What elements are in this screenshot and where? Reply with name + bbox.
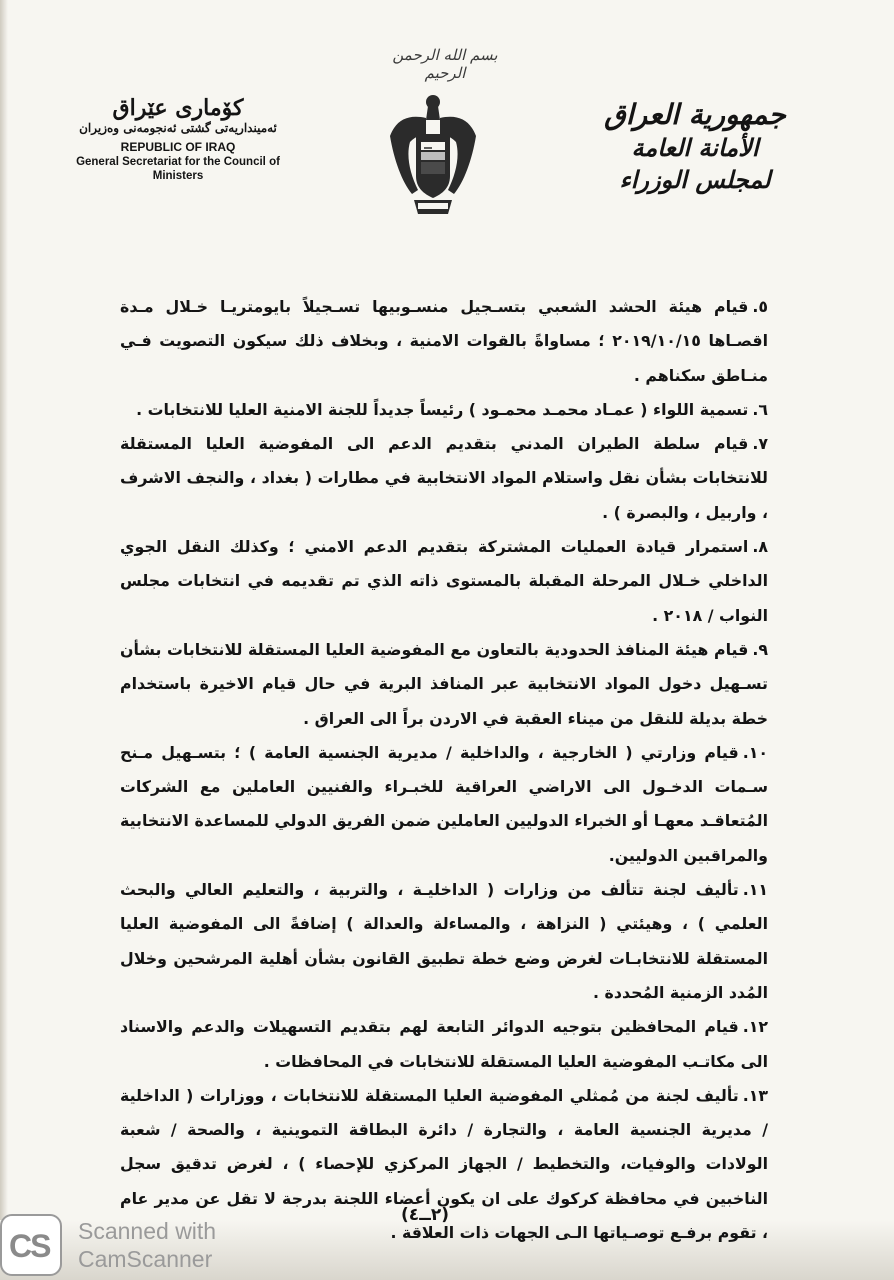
list-item	[120, 530, 768, 633]
item-text: قيام المحافظين بتوجيه الدوائر التابعة لهم بتقديم التسهيلات والدعم والاسناد الى مكاتـب المفوضية العليا المستقلة للانتخابات في المحافظات .	[120, 1017, 768, 1071]
english-subtitle: General Secretariat for the Council of Ministers	[76, 156, 280, 182]
item-number: ٥.	[752, 297, 768, 316]
item-text: استمرار قيادة العمليات المشتركة بتقديم الدعم الامني ؛ وكذلك النقل الجوي الداخلي خـلال المرحلة المقبلة بالمستوى ذاته الذي تم تقديمه في انتخابات مجلس النواب / ٢٠١٨ .	[120, 537, 768, 625]
item-number: ١٠.	[742, 742, 768, 762]
item-number: ١٢.	[742, 1017, 768, 1037]
item-text: قيام هيئة المنافذ الحدودية بالتعاون مع المفوضية العليا المستقلة للانتخابات بشأن تسـهيل دخول المواد الانتخابية عبر المنافذ البرية في حال قيام الاخيرة باستخدام خطة بديلة للنقل من ميناء العقبة في الاردن براً الى العراق .	[120, 639, 768, 728]
list-item	[120, 1010, 768, 1079]
item-text: تأليف لجنة من مُمثلي المفوضية العليا المستقلة للانتخابات ، ووزارات ( الداخلية / مديرية الجنسية العامة ، والتجارة / دائرة البطاقة التموينية ، والصحة / شعبة الولادات والوفيات، والتخطيط / الجهاز المركزي للإحصاء ) ، لغرض تدقيق سجل الناخبين في محافظة كركوك على ان يكون أعضاء اللجنة بدرجة لا تقل عن مدير عام ، تقوم برفـع توصـياتها الـى الجهات ذات العلاقة .	[120, 1085, 768, 1243]
list-item	[120, 393, 768, 427]
watermark-line-2: CamScanner	[78, 1246, 213, 1272]
iraq-eagle-emblem-icon	[388, 90, 478, 220]
kurdish-subtitle: ئه‌مینداریه‌تی گشتی ئه‌نجومه‌نی وه‌زیران	[79, 121, 277, 135]
item-text: قيام سلطة الطيران المدني بتقديم الدعم الى المفوضية العليا المستقلة للانتخابات بشأن نقل واستلام المواد الانتخابية في مطارات ( بغداد ، والنجف الاشرف ، واربيل ، والبصرة ) .	[120, 434, 768, 522]
letterhead-right	[590, 98, 800, 196]
item-number: ٨.	[752, 537, 768, 557]
watermark-line-1: Scanned with	[78, 1218, 217, 1244]
item-number: ٧.	[752, 434, 768, 454]
list-item	[120, 290, 768, 393]
item-number: ١١.	[742, 880, 768, 900]
scan-shadow-left	[0, 0, 8, 1280]
list-item	[120, 633, 768, 736]
basmala: بسم الله الرحمن الرحيم	[392, 46, 498, 82]
camscanner-logo-icon	[0, 1214, 62, 1276]
item-text: قيام وزارتي ( الخارجية ، والداخلية / مديرية الجنسية العامة ) ؛ بتسـهيل مـنح سـمات الدخـول الى الاراضي العراقية للخبـراء والفنيين العاملين مع الشركات المُتعاقـد معهـا أو الخبراء الدوليين العاملين ضمن الفريق الدولي للمساعدة الانتخابية والمراقبين الدوليين.	[120, 742, 768, 865]
item-text: قيام هيئة الحشد الشعبي بتسـجيل منسـوبيها تسـجيلاً بايومتريـا خـلال مـدة اقصـاها ٢٠١٩/١٠/١٥ ؛ مساواةً بالقوات الامنية ، وبخلاف ذلك سيكون التصويت فـي منـاطق سكناهم .	[120, 297, 768, 385]
kurdish-title: كۆماری عێراق	[112, 95, 244, 121]
letterhead-left	[68, 96, 288, 183]
page-number: (٢ــ٤)	[401, 1205, 449, 1225]
item-number: ١٣.	[742, 1085, 768, 1105]
item-text: تأليف لجنة تتألف من وزارات ( الداخليـة ، والتربية ، والتعليم العالي والبحث العلمي ) ، وهيئتي ( النزاهة ، والمساءلة والعدالة ) إضافةً الى المفوضية العليا المستقلة للانتخابـات لغرض وضع خطة تطبيق القانون بشأن أهلية المرشحين وخلال المُدد الزمنية المُحددة .	[120, 880, 768, 1002]
arabic-subtitle: الأمانة العامة لمجلس الوزراء	[619, 133, 771, 194]
english-title: REPUBLIC OF IRAQ	[120, 140, 236, 154]
list-item	[120, 873, 768, 1010]
arabic-title: جمهورية العراق	[604, 98, 786, 131]
list-item	[120, 427, 768, 530]
item-number: ٦.	[752, 399, 768, 419]
item-text: تسمية اللواء ( عمـاد محمـد محمـود ) رئيساً جديداً للجنة الامنية العليا للانتخابات .	[136, 399, 749, 419]
decision-items-list	[120, 290, 768, 1250]
camscanner-logo-text: CS	[9, 1228, 50, 1264]
item-number: ٩.	[752, 639, 768, 659]
list-item	[120, 736, 768, 873]
